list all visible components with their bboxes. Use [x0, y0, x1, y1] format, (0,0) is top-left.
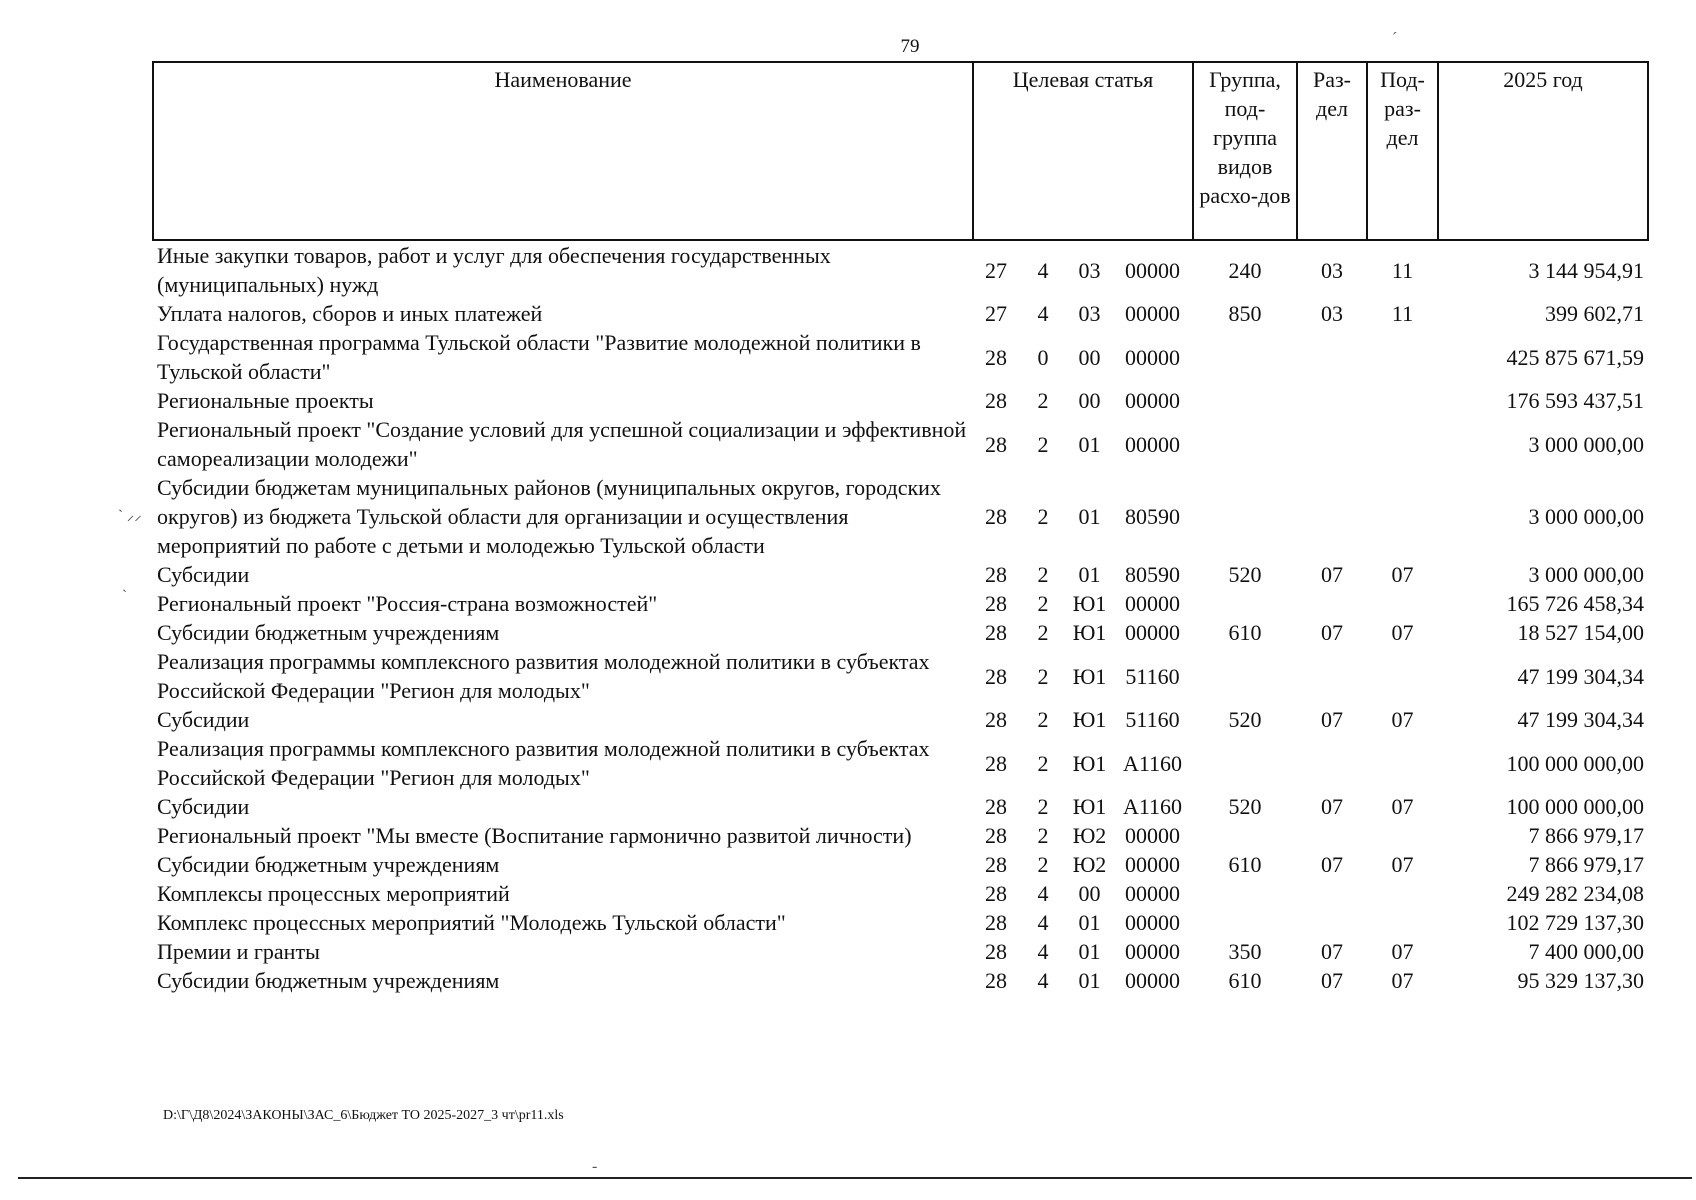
subsection-code [1367, 328, 1438, 386]
target-code-project: Ю1 [1072, 663, 1107, 689]
amount-2025: 100 000 000,00 [1506, 750, 1644, 776]
section-code: 07 [1321, 620, 1343, 645]
section-code: 07 [1321, 852, 1343, 877]
target-code-type: 4 [1037, 910, 1049, 935]
target-code-type: 2 [1037, 794, 1049, 819]
row-name: Иные закупки товаров, работ и услуг для обеспечения государственных (муниципальных) нужд [157, 243, 831, 297]
row-name: Реализация программы комплексного развития молодежной политики в субъектах Российской Федерации "Регион для молодых" [157, 736, 930, 790]
subsection-code: 11 [1391, 301, 1414, 326]
target-code-program: 28 [985, 852, 1007, 877]
table-row [153, 415, 1648, 473]
table-row [153, 937, 1648, 966]
target-code-project: 00 [1078, 344, 1101, 370]
amount-2025: 7 866 979,17 [1528, 823, 1644, 848]
section-code: 07 [1321, 562, 1343, 587]
table-row [153, 821, 1648, 850]
target-code-project: 01 [1078, 910, 1101, 935]
amount-2025: 249 282 234,08 [1506, 881, 1644, 906]
target-code-program: 28 [985, 591, 1007, 616]
target-code-direction: 51160 [1125, 663, 1180, 689]
target-code-direction: 00000 [1125, 823, 1180, 848]
expense-group [1193, 647, 1297, 705]
bottom-rule [18, 1177, 1692, 1179]
header-target-article: Целевая статья [973, 62, 1193, 240]
section-code: 07 [1321, 968, 1343, 993]
target-code-project: Ю2 [1072, 823, 1107, 848]
table-row [153, 850, 1648, 879]
target-code-direction: 00000 [1125, 431, 1180, 457]
section-code [1297, 589, 1367, 618]
expense-group [1193, 386, 1297, 415]
amount-2025: 165 726 458,34 [1506, 591, 1644, 616]
target-code-direction: 00000 [1125, 939, 1180, 964]
target-code-project: Ю1 [1072, 794, 1107, 819]
target-code-type: 2 [1037, 562, 1049, 587]
target-code-program: 28 [985, 794, 1007, 819]
section-code: 03 [1321, 301, 1343, 326]
target-code-type: 2 [1037, 431, 1049, 457]
row-name: Субсидии [157, 562, 250, 587]
section-code: 07 [1321, 939, 1343, 964]
row-name: Региональные проекты [157, 388, 374, 413]
subsection-code: 07 [1391, 794, 1414, 819]
target-code-type: 4 [1037, 881, 1049, 906]
expense-group: 610 [1228, 620, 1262, 645]
row-name: Уплата налогов, сборов и иных платежей [157, 301, 543, 326]
amount-2025: 18 527 154,00 [1517, 620, 1644, 645]
expense-group [1193, 589, 1297, 618]
target-code-project: 00 [1078, 388, 1101, 413]
scan-margin-mark: ˋ ⸝⸝ [118, 508, 142, 524]
target-code-project: 01 [1078, 968, 1101, 993]
amount-2025: 47 199 304,34 [1517, 707, 1644, 732]
target-code-direction: А1160 [1122, 750, 1183, 776]
section-code [1297, 879, 1367, 908]
expense-group [1193, 908, 1297, 937]
subsection-code [1367, 734, 1438, 792]
target-code-direction: 00000 [1125, 257, 1180, 283]
row-name: Субсидии бюджетам муниципальных районов (муниципальных округов, городских округов) из бюджета Тульской области для организации и осуществления мероприятий по работе с детьми и молодежью Тульской области [157, 475, 941, 558]
target-code-direction: 00000 [1125, 852, 1180, 877]
amount-2025: 3 144 954,91 [1528, 257, 1644, 283]
target-code-program: 28 [985, 968, 1007, 993]
target-code-type: 2 [1037, 750, 1049, 776]
row-name: Субсидии бюджетным учреждениям [157, 620, 500, 645]
table-row [153, 560, 1648, 589]
scan-margin-mark: ˏ [122, 577, 127, 593]
row-name: Субсидии бюджетным учреждениям [157, 968, 500, 993]
expense-group: 350 [1228, 939, 1262, 964]
amount-2025: 47 199 304,34 [1517, 663, 1644, 689]
amount-2025: 399 602,71 [1545, 301, 1644, 326]
target-code-direction: 00000 [1125, 301, 1180, 326]
target-code-type: 2 [1037, 504, 1049, 529]
target-code-project: 01 [1078, 939, 1101, 964]
expense-group: 520 [1228, 707, 1262, 732]
target-code-type: 2 [1037, 620, 1049, 645]
section-code: 07 [1321, 707, 1343, 732]
header-expense-group: Группа, под-группа видов расхо-дов [1193, 62, 1297, 240]
table-row [153, 879, 1648, 908]
table-row [153, 589, 1648, 618]
subsection-code: 11 [1391, 257, 1414, 283]
amount-2025: 7 866 979,17 [1528, 852, 1644, 877]
amount-2025: 3 000 000,00 [1528, 562, 1644, 587]
expense-group: 520 [1228, 794, 1262, 819]
target-code-program: 28 [985, 823, 1007, 848]
row-name: Государственная программа Тульской области "Развитие молодежной политики в Тульской области" [157, 330, 921, 384]
section-code: 03 [1321, 257, 1343, 283]
target-code-program: 28 [985, 620, 1007, 645]
target-code-type: 0 [1037, 344, 1049, 370]
target-code-direction: 51160 [1125, 707, 1180, 732]
footer-file-path: D:\Г\Д8\2024\ЗАКОНЫ\ЗАС_6\Бюджет ТО 2025-2027_3 чт\pr11.xls [163, 1108, 564, 1123]
table-row [153, 386, 1648, 415]
scan-tick-mark: ´ [1392, 30, 1398, 47]
target-code-program: 28 [985, 707, 1007, 732]
table-header-row [153, 62, 1648, 240]
row-name: Комплексы процессных мероприятий [157, 881, 510, 906]
subsection-code [1367, 647, 1438, 705]
target-code-direction: 80590 [1125, 562, 1180, 587]
target-code-program: 28 [985, 388, 1007, 413]
subsection-code: 07 [1391, 939, 1414, 964]
section-code [1297, 328, 1367, 386]
target-code-direction: 00000 [1125, 620, 1180, 645]
expense-group: 850 [1228, 301, 1262, 326]
target-code-type: 2 [1037, 663, 1049, 689]
target-code-type: 4 [1037, 301, 1049, 326]
row-name: Субсидии [157, 707, 250, 732]
section-code: 07 [1321, 794, 1343, 819]
target-code-program: 28 [985, 344, 1007, 370]
expense-group: 240 [1228, 257, 1262, 283]
table-body [153, 240, 1648, 995]
section-code [1297, 821, 1367, 850]
target-code-type: 2 [1037, 852, 1049, 877]
target-code-program: 28 [985, 504, 1007, 529]
row-name: Региональный проект "Россия-страна возможностей" [157, 591, 658, 616]
amount-2025: 100 000 000,00 [1506, 794, 1644, 819]
row-name: Субсидии [157, 794, 250, 819]
subsection-code [1367, 386, 1438, 415]
subsection-code [1367, 415, 1438, 473]
table-row [153, 966, 1648, 995]
table-row [153, 299, 1648, 328]
subsection-code: 07 [1391, 707, 1414, 732]
subsection-code: 07 [1391, 562, 1414, 587]
target-code-project: 03 [1078, 301, 1101, 326]
target-code-type: 2 [1037, 388, 1049, 413]
row-name: Премии и гранты [157, 939, 320, 964]
row-name: Региональный проект "Создание условий для успешной социализации и эффективной самореализации молодежи" [157, 417, 967, 471]
target-code-program: 28 [985, 910, 1007, 935]
target-code-project: Ю1 [1072, 750, 1107, 776]
target-code-project: Ю1 [1072, 620, 1107, 645]
target-code-program: 28 [985, 663, 1007, 689]
target-code-direction: 00000 [1125, 344, 1180, 370]
table-row [153, 618, 1648, 647]
expense-group [1193, 821, 1297, 850]
expense-group: 520 [1228, 562, 1262, 587]
header-subsection: Под-раз-дел [1367, 62, 1438, 240]
header-year: 2025 год [1438, 62, 1648, 240]
target-code-program: 28 [985, 881, 1007, 906]
section-code [1297, 647, 1367, 705]
target-code-program: 27 [985, 301, 1007, 326]
expense-group [1193, 473, 1297, 560]
target-code-program: 27 [985, 257, 1007, 283]
row-name: Субсидии бюджетным учреждениям [157, 852, 500, 877]
target-code-project: Ю1 [1072, 707, 1107, 732]
target-code-program: 28 [985, 939, 1007, 964]
amount-2025: 7 400 000,00 [1528, 939, 1644, 964]
target-code-type: 4 [1037, 968, 1049, 993]
row-name: Реализация программы комплексного развития молодежной политики в субъектах Российской Федерации "Регион для молодых" [157, 649, 930, 703]
target-code-direction: А1160 [1122, 794, 1183, 819]
target-code-type: 2 [1037, 823, 1049, 848]
subsection-code: 07 [1391, 968, 1414, 993]
target-code-direction: 00000 [1125, 388, 1180, 413]
subsection-code [1367, 879, 1438, 908]
table-row [153, 792, 1648, 821]
expense-group [1193, 734, 1297, 792]
subsection-code: 07 [1391, 852, 1414, 877]
subsection-code: 07 [1391, 620, 1414, 645]
budget-table [152, 61, 1649, 995]
subsection-code [1367, 908, 1438, 937]
table-row [153, 328, 1648, 386]
row-name: Комплекс процессных мероприятий "Молодежь Тульской области" [157, 910, 786, 935]
table-row [153, 647, 1648, 705]
expense-group: 610 [1228, 852, 1262, 877]
page-number: 79 [900, 36, 920, 57]
amount-2025: 3 000 000,00 [1528, 504, 1644, 529]
target-code-project: 00 [1078, 881, 1101, 906]
expense-group [1193, 415, 1297, 473]
amount-2025: 3 000 000,00 [1528, 431, 1644, 457]
target-code-project: 01 [1078, 562, 1101, 587]
target-code-direction: 00000 [1125, 591, 1180, 616]
section-code [1297, 473, 1367, 560]
amount-2025: 176 593 437,51 [1506, 388, 1644, 413]
target-code-program: 28 [985, 562, 1007, 587]
target-code-type: 2 [1037, 707, 1049, 732]
expense-group: 610 [1228, 968, 1262, 993]
table-row [153, 908, 1648, 937]
scan-tick-mark: - [592, 1158, 598, 1175]
section-code [1297, 734, 1367, 792]
target-code-type: 4 [1037, 257, 1049, 283]
target-code-project: Ю1 [1072, 591, 1107, 616]
target-code-project: 03 [1078, 257, 1101, 283]
target-code-direction: 00000 [1125, 968, 1180, 993]
amount-2025: 425 875 671,59 [1506, 344, 1644, 370]
header-section: Раз-дел [1297, 62, 1367, 240]
table-row [153, 734, 1648, 792]
expense-group [1193, 879, 1297, 908]
target-code-project: 01 [1078, 431, 1101, 457]
target-code-program: 28 [985, 750, 1007, 776]
subsection-code [1367, 589, 1438, 618]
subsection-code [1367, 821, 1438, 850]
table-row [153, 473, 1648, 560]
section-code [1297, 908, 1367, 937]
header-name: Наименование [153, 62, 973, 240]
section-code [1297, 386, 1367, 415]
table-row [153, 240, 1648, 299]
amount-2025: 95 329 137,30 [1517, 968, 1644, 993]
expense-group [1193, 328, 1297, 386]
section-code [1297, 415, 1367, 473]
target-code-project: 01 [1078, 504, 1101, 529]
target-code-program: 28 [985, 431, 1007, 457]
target-code-direction: 80590 [1125, 504, 1180, 529]
target-code-direction: 00000 [1125, 910, 1180, 935]
target-code-project: Ю2 [1072, 852, 1107, 877]
target-code-type: 4 [1037, 939, 1049, 964]
amount-2025: 102 729 137,30 [1506, 910, 1644, 935]
target-code-type: 2 [1037, 591, 1049, 616]
table-row [153, 705, 1648, 734]
row-name: Региональный проект "Мы вместе (Воспитание гармонично развитой личности) [157, 823, 912, 848]
subsection-code [1367, 473, 1438, 560]
target-code-direction: 00000 [1125, 881, 1180, 906]
